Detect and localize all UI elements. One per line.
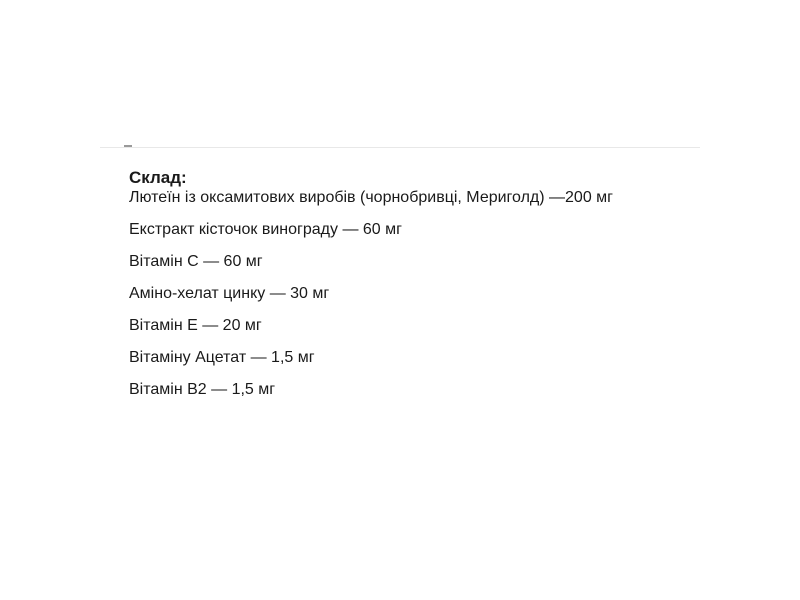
composition-heading: Склад: (129, 168, 187, 187)
ingredient-item: Вітамін В2 — 1,5 мг (129, 381, 276, 398)
divider-mark (124, 145, 132, 147)
composition-section (129, 168, 729, 412)
ingredient-item: Аміно-хелат цинку — 30 мг (129, 285, 330, 302)
section-divider (100, 147, 700, 148)
ingredient-item: Екстракт кісточок винограду — 60 мг (129, 221, 402, 238)
ingredient-item: Лютеїн із оксамитових виробів (чорнобривці, Мериголд) —200 мг (129, 189, 613, 206)
ingredient-item: Вітамін Е — 20 мг (129, 317, 262, 334)
ingredient-item: Вітаміну Ацетат — 1,5 мг (129, 349, 315, 366)
ingredient-item: Вітамін С — 60 мг (129, 253, 263, 270)
